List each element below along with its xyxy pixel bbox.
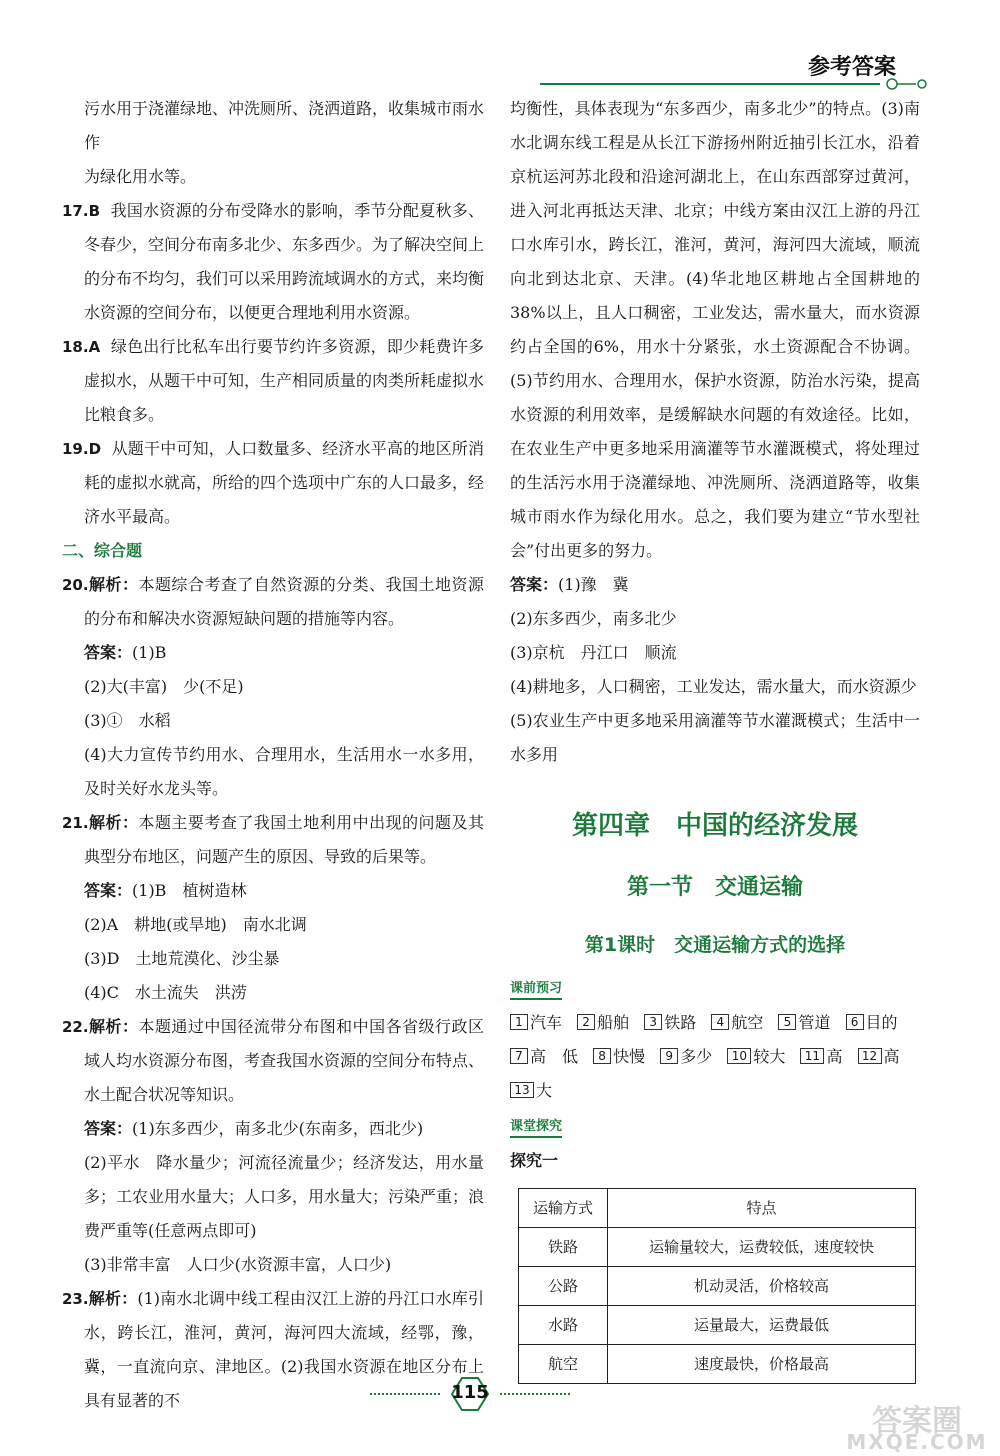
answer-text: 绿色出行比私车出行要节约许多资源，即少耗费许多虚拟水，从题干中可知，生产相同质量的肉类所耗虚拟水比粮食多。: [84, 337, 485, 424]
item-number-box: 6: [846, 1014, 864, 1030]
answer-item: (1)B 植树造林: [132, 881, 247, 900]
item-number-box: 7: [510, 1048, 528, 1064]
answer-text: 从题干中可知，人口数量多、经济水平高的地区所消耗的虚拟水就高，所给的四个选项中广东的人口最多，经济水平最高。: [84, 439, 485, 526]
item-number-box: 10: [727, 1048, 751, 1064]
preview-item: [510, 1047, 578, 1066]
text-line: 污水用于浇灌绿地、冲洗厕所、浇洒道路，收集城市雨水作: [84, 99, 485, 152]
answer-item: (2)A 耕地(或旱地) 南水北调: [84, 915, 307, 934]
table-row: [519, 1345, 916, 1384]
preview-item: [660, 1047, 712, 1066]
preview-item: [778, 1013, 830, 1032]
answer-item: (5)农业生产中更多地采用滴灌等节水灌溉模式；生活中一水多用: [510, 711, 920, 764]
table-row: [519, 1306, 916, 1345]
preview-tag: 课前预习: [510, 980, 562, 1000]
item-number-box: 13: [510, 1082, 534, 1098]
item-number-box: 11: [800, 1048, 824, 1064]
section-heading: 二、综合题: [62, 541, 143, 560]
answer-20-analysis: [62, 568, 484, 636]
table-cell: 水路: [519, 1306, 608, 1345]
table-cell: 运输量较大，运费较低，速度较快: [608, 1228, 916, 1267]
item-number-box: 5: [778, 1014, 796, 1030]
item-number-box: 8: [593, 1048, 611, 1064]
answer-18: [62, 330, 484, 432]
answer-19: [62, 432, 484, 534]
text-line: 为绿化用水等。: [84, 167, 197, 186]
item-number-box: 9: [660, 1048, 678, 1064]
question-number: 20.: [62, 576, 89, 594]
question-number: 17.B: [62, 202, 101, 220]
item-text: 目的: [865, 1013, 898, 1032]
question-number: 22.: [62, 1018, 89, 1036]
answer-21-key: [62, 874, 484, 1010]
answer-22-key: [62, 1112, 484, 1282]
chapter-title: 第四章 中国的经济发展: [571, 811, 858, 841]
table-cell: 航空: [519, 1345, 608, 1384]
explore-heading: 探究一: [510, 1151, 559, 1170]
footer-dots-left: [370, 1393, 440, 1397]
item-number-box: 12: [858, 1048, 882, 1064]
table-header-cell: 特点: [608, 1189, 916, 1228]
analysis-text: 本题综合考查了自然资源的分类、我国土地资源的分布和解决水资源短缺问题的措施等内容。: [84, 575, 484, 628]
answer-item: (4)大力宣传节约用水、合理用水，生活用水一水多用，及时关好水龙头等。: [84, 745, 484, 798]
item-number-box: 2: [577, 1014, 595, 1030]
analysis-label: 解析：: [88, 813, 139, 832]
analysis-label: 解析：: [88, 1017, 139, 1036]
preview-item: [593, 1047, 645, 1066]
transport-table: [518, 1188, 916, 1384]
preview-item: [577, 1013, 629, 1032]
item-text: 高: [826, 1047, 843, 1066]
answer-item: (2)大(丰富) 少(不足): [84, 677, 244, 696]
preview-item: [858, 1047, 900, 1066]
answer-item: (1)B: [132, 643, 167, 662]
table-cell: 运量最大，运费最低: [608, 1306, 916, 1345]
preview-item: [510, 1081, 552, 1100]
answer-item: (2)平水 降水量少；河流径流量少；经济发达，用水量多；工农业用水量大；人口多，用水量大；污染严重；浪费严重等(任意两点即可): [84, 1153, 485, 1240]
answer-item: (3)京杭 丹江口 顺流: [510, 643, 677, 662]
header-label: 参考答案: [808, 55, 897, 80]
preview-answers: [510, 1006, 920, 1108]
question-number: 21.: [62, 814, 89, 832]
item-text: 航空: [731, 1013, 764, 1032]
table-row: [519, 1228, 916, 1267]
answer-item: (4)耕地多，人口稠密，工业发达，需水量大，而水资源少: [510, 677, 917, 696]
preview-item: [846, 1013, 898, 1032]
item-text: 管道: [798, 1013, 831, 1032]
preview-item: [510, 1013, 562, 1032]
answer-17: [62, 194, 484, 330]
answer-item: (1)东多西少，南多北少(东南多，西北少): [132, 1119, 424, 1138]
footer-dots-right: [500, 1393, 570, 1397]
preview-item: [644, 1013, 696, 1032]
answer-22-analysis: [62, 1010, 484, 1112]
left-column: [62, 92, 484, 1418]
answer-label: 答案：: [84, 1119, 133, 1138]
page-number: 115: [451, 1382, 489, 1403]
table-header-cell: 运输方式: [519, 1189, 608, 1228]
answer-23-continued: 均衡性，具体表现为“东多西少，南多北少”的特点。(3)南水北调东线工程是从长江下游扬州附近抽引长江水，沿着京杭运河苏北段和沿途河湖北上，在山东西部穿过黄河，进入河北再抵达天津、北京；中线方案由汉江上游的丹江口水库引水，跨长江，淮河，黄河，海河四大流域，顺流向北到达北京、天津。(4)华北地区耕地占全国耕地的38%以上，且人口稠密，工业发达，需水量大，而水资源约占全国的6%，用水十分紧张，水土资源配合不协调。(5)节约用水、合理用水，保护水资源，防治水污染，提高水资源的利用效率，是缓解缺水问题的有效途径。比如，在农业生产中更多地采用滴灌等节水灌溉模式，将处理过的生活污水用于浇灌绿地、冲洗厕所、浇洒道路等，收集城市雨水作为绿化用水。总之，我们要为建立“节水型社会”付出更多的努力。: [510, 99, 920, 560]
answer-21-analysis: [62, 806, 484, 874]
item-text: 多少: [680, 1047, 713, 1066]
answer-label: 答案：: [84, 881, 133, 900]
answer-label: 答案：: [510, 575, 559, 594]
answer-item: (3)① 水稻: [84, 711, 171, 730]
question-number: 19.D: [62, 440, 102, 458]
question-number: 18.A: [62, 338, 101, 356]
analysis-text: 本题通过中国径流带分布图和中国各省级行政区域人均水资源分布图，考查我国水资源的空间分布特点、水土配合状况等知识。: [84, 1017, 485, 1104]
classroom-tag: 课堂探究: [510, 1118, 562, 1138]
answer-label: 答案：: [84, 643, 133, 662]
answer-item: (2)东多西少，南多北少: [510, 609, 677, 628]
table-cell: 机动灵活，价格较高: [608, 1267, 916, 1306]
preview-item: [711, 1013, 763, 1032]
preview-item: [800, 1047, 842, 1066]
item-text: 高: [883, 1047, 900, 1066]
item-text: 大: [536, 1081, 553, 1100]
table-cell: 公路: [519, 1267, 608, 1306]
item-text: 船舶: [597, 1013, 630, 1032]
watermark-text: 答案圈: [872, 1404, 962, 1439]
analysis-text: (1)南水北调中线工程由汉江上游的丹江口水库引水，跨长江，淮河，黄河，海河四大流域，经鄂，豫，冀，一直流向京、津地区。(2)我国水资源在地区分布上具有显著的不: [84, 1289, 484, 1410]
question-number: 23.: [62, 1290, 89, 1308]
header-rule: [540, 78, 930, 90]
answer-text: 我国水资源的分布受降水的影响，季节分配夏秋多、冬春少，空间分布南多北少、东多西少。为了解决空间上的分布不均匀，我们可以采用跨流域调水的方式，来均衡水资源的空间分布，以便更合理地利用水资源。: [84, 201, 485, 322]
item-text: 高 低: [530, 1047, 579, 1066]
preview-item: [727, 1047, 785, 1066]
table-cell: 铁路: [519, 1228, 608, 1267]
answer-20-key: [62, 636, 484, 806]
section-title: 第一节 交通运输: [626, 875, 803, 900]
item-text: 铁路: [664, 1013, 697, 1032]
lesson-title: 第1课时 交通运输方式的选择: [584, 934, 846, 956]
item-number-box: 1: [510, 1014, 528, 1030]
page-number-badge: [370, 1374, 570, 1414]
table-header-row: [519, 1189, 916, 1228]
right-column: [510, 92, 920, 1384]
watermark-logo: [842, 1396, 992, 1452]
table-row: [519, 1267, 916, 1306]
item-number-box: 4: [711, 1014, 729, 1030]
analysis-label: 解析：: [88, 575, 139, 594]
paragraph-continued: [62, 92, 484, 194]
analysis-text: 本题主要考查了我国土地利用中出现的问题及其典型分布地区，问题产生的原因、导致的后果等。: [84, 813, 484, 866]
table-cell: 速度最快，价格最高: [608, 1345, 916, 1384]
answer-item: (4)C 水土流失 洪涝: [84, 983, 247, 1002]
item-text: 较大: [753, 1047, 786, 1066]
watermark-url: MXQE.COM: [846, 1430, 988, 1454]
answer-item: (3)D 土地荒漠化、沙尘暴: [84, 949, 280, 968]
item-text: 汽车: [530, 1013, 563, 1032]
item-text: 快慢: [613, 1047, 646, 1066]
answer-item: (1)豫 冀: [558, 575, 629, 594]
answer-23-key: [510, 568, 920, 772]
analysis-label: 解析：: [88, 1289, 138, 1308]
answer-item: (3)非常丰富 人口少(水资源丰富，人口少): [84, 1255, 392, 1274]
item-number-box: 3: [644, 1014, 662, 1030]
